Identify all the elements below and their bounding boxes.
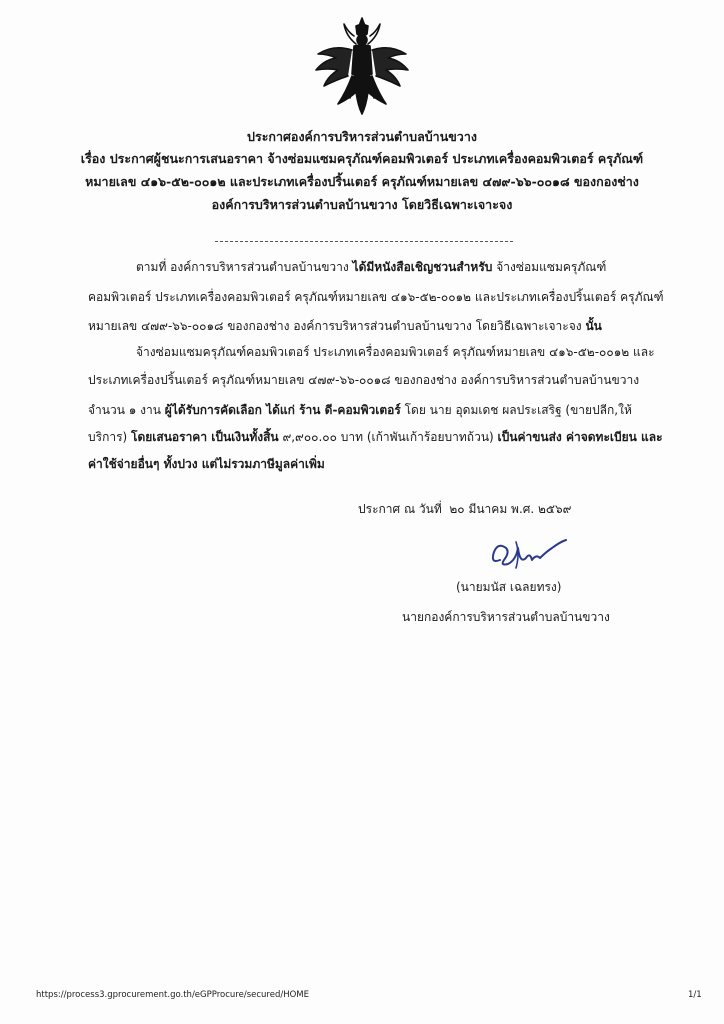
body-text: จำนวน ๑ งาน bbox=[88, 403, 165, 417]
body-line-4: จ้างซ่อมแซมครุภัณฑ์คอมพิวเตอร์ ประเภทเครื่องคอมพิวเตอร์ ครุภัณฑ์หมายเลข ๔๑๖-๕๒-๐๐๑๒ และ bbox=[136, 345, 655, 359]
body-text: ตามที่ องค์การบริหารส่วนตำบลบ้านขวาง bbox=[136, 260, 353, 274]
body-line-2: คอมพิวเตอร์ ประเภทเครื่องคอมพิวเตอร์ ครุภัณฑ์หมายเลข ๔๑๖-๕๒-๐๐๑๒ และประเภทเครื่องปริ้นเตอร์ ครุภัณฑ์ bbox=[88, 290, 664, 304]
announcement-date-value: ๒๐ มีนาคม พ.ศ. ๒๕๖๙ bbox=[449, 502, 572, 516]
signer-name: (นายมนัส เฉลยทรง) bbox=[456, 580, 562, 594]
footer-url: https://process3.gprocurement.go.th/eGPProcure/secured/HOME bbox=[36, 990, 309, 1000]
title-line-1: ประกาศองค์การบริหารส่วนตำบลบ้านขวาง bbox=[247, 129, 477, 144]
body-text-bold: ได้มีหนังสือเชิญชวนสำหรับ bbox=[352, 260, 493, 274]
body-text: จ้างซ่อมแซมครุภัณฑ์ bbox=[492, 260, 607, 274]
winner-text: ผู้ได้รับการคัดเลือก ได้แก่ ร้าน ดี-คอมพิวเตอร์ bbox=[164, 403, 401, 417]
title-line-4: องค์การบริหารส่วนตำบลบ้านขวาง โดยวิธีเฉพาะเจาะจง bbox=[211, 197, 513, 212]
body-text: หมายเลข ๔๗๙-๖๖-๐๐๑๘ ของกองช่าง องค์การบริหารส่วนตำบลบ้านขวาง โดยวิธีเฉพาะเจาะจง bbox=[88, 319, 586, 333]
body-line-8 bbox=[88, 454, 325, 474]
body-text-bold: นั้น bbox=[585, 319, 602, 333]
title-line-3: หมายเลข ๔๑๖-๕๒-๐๐๑๒ และประเภทเครื่องปริ้นเตอร์ ครุภัณฑ์หมายเลข ๔๗๙-๖๖-๐๐๑๘ ของกองช่าง bbox=[85, 174, 639, 189]
body-text: โดย นาย อุดมเดช ผลประเสริฐ (ขายปลีก,ให้ bbox=[400, 403, 632, 417]
body-line-1 bbox=[136, 257, 606, 277]
garuda-emblem-icon bbox=[310, 14, 414, 120]
vat-note: แต่ไม่รวมภาษีมูลค่าเพิ่ม bbox=[201, 457, 325, 471]
body-line-5: ประเภทเครื่องปริ้นเตอร์ ครุภัณฑ์หมายเลข ๔๗๙-๖๖-๐๐๑๘ ของกองช่าง องค์การบริหารส่วนตำบลบ้านขวาง bbox=[88, 373, 640, 387]
divider-dashed bbox=[215, 241, 513, 242]
body-line-7 bbox=[88, 427, 663, 447]
price-includes: เป็นค่าขนส่ง ค่าจดทะเบียน และ bbox=[497, 430, 663, 444]
body-text: บริการ) bbox=[88, 430, 132, 444]
signer-title: นายกองค์การบริหารส่วนตำบลบ้านขวาง bbox=[402, 610, 610, 624]
body-line-6 bbox=[88, 400, 632, 420]
announcement-label: ประกาศ ณ วันที่ bbox=[358, 502, 442, 516]
price-value: ๙,๙๐๐.๐๐ บาท (เก้าพันเก้าร้อยบาทถ้วน) bbox=[278, 430, 498, 444]
footer-page-number: 1/1 bbox=[688, 990, 702, 1000]
announcement-date bbox=[358, 499, 571, 519]
body-text-bold: ค่าใช้จ่ายอื่นๆ ทั้งปวง bbox=[88, 457, 202, 471]
handwritten-signature bbox=[486, 534, 570, 574]
title-line-2: เรื่อง ประกาศผู้ชนะการเสนอราคา จ้างซ่อมแซมครุภัณฑ์คอมพิวเตอร์ ประเภทเครื่องคอมพิวเตอร์ ครุภัณฑ์ bbox=[80, 151, 644, 166]
price-label: โดยเสนอราคา เป็นเงินทั้งสิ้น bbox=[131, 430, 279, 444]
body-line-3 bbox=[88, 316, 602, 336]
